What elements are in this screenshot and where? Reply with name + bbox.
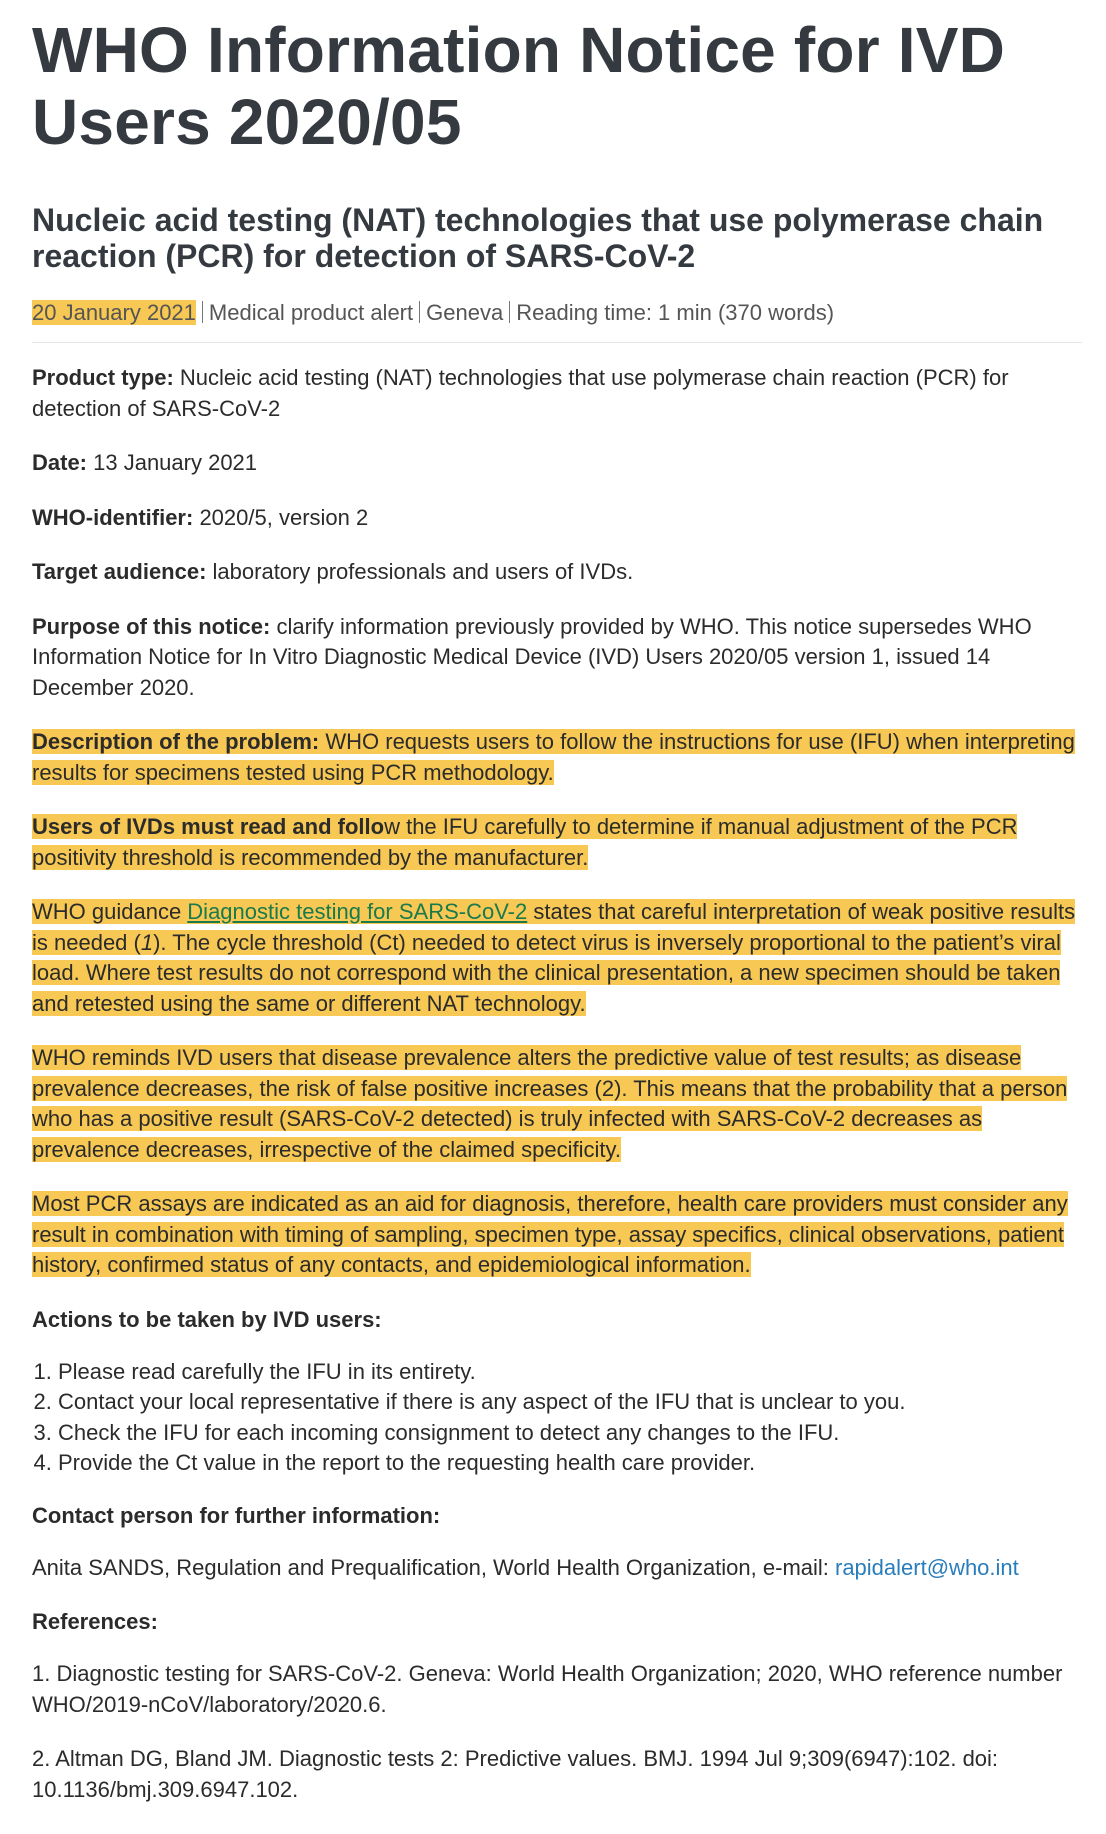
contact-paragraph (32, 1553, 1082, 1584)
users-bold: Users of IVDs must read and follo (32, 814, 385, 839)
purpose-label: Purpose of this notice: (32, 613, 271, 639)
action-item: 3. Check the IFU for each incoming consignment to detect any changes to the IFU. (58, 1418, 1082, 1449)
contact-text: Anita SANDS, Regulation and Prequalification, World Health Organization, e-mail: (32, 1554, 835, 1580)
audience-label: Target audience: (32, 559, 207, 584)
users-rest: w the IFU carefully to determine if manual adjustment of the PCR positivity threshold is recommended by the manufacturer. (32, 814, 1018, 870)
publish-date: 20 January 2021 (32, 300, 196, 325)
guidance-mid: states that careful interpretation of weak positive results is needed ( (32, 899, 1076, 955)
date-paragraph (32, 448, 1082, 479)
purpose-paragraph (32, 612, 1082, 704)
contact-heading: Contact person for further information: (32, 1502, 441, 1528)
guidance-highlight (32, 899, 1075, 1016)
problem-paragraph (32, 727, 1082, 788)
product-type-value: Nucleic acid testing (NAT) technologies that use polymerase chain reaction (PCR) for detection of SARS-CoV-2 (32, 365, 1009, 421)
actions-list (32, 1357, 1082, 1479)
guidance-reference: 1 (140, 929, 154, 955)
reference-item: 1. Diagnostic testing for SARS-CoV-2. Geneva: World Health Organization; 2020, WHO reference number WHO/2019-nCoV/laboratory/2020.6. (32, 1661, 1063, 1717)
reading-time: Reading time: 1 min (370 words) (516, 300, 835, 325)
contact-email-link[interactable]: rapidalert@who.int (835, 1554, 1019, 1580)
guidance-paragraph (32, 897, 1082, 1019)
problem-value: WHO requests users to follow the instructions for use (IFU) when interpreting results for specimens tested using PCR methodology. (32, 729, 1075, 785)
date-value: 13 January 2021 (87, 450, 258, 475)
action-item: 1. Please read carefully the IFU in its entirety. (58, 1357, 1082, 1388)
action-item: 4. Provide the Ct value in the report to the requesting health care provider. (58, 1448, 1082, 1479)
references-heading: References: (32, 1609, 158, 1634)
article-meta (32, 298, 1082, 343)
product-type-label: Product type: (32, 365, 174, 390)
audience-paragraph (32, 557, 1082, 588)
users-paragraph (32, 812, 1082, 873)
page-subtitle: Nucleic acid testing (NAT) technologies that use polymerase chain reaction (PCR) for detection of SARS-CoV-2 (32, 202, 1044, 274)
assays-text: Most PCR assays are indicated as an aid for diagnosis, therefore, health care providers must consider any result in combination with timing of sampling, specimen type, assay specifics, clinical observations, patient history, confirmed status of any contacts, and epidemiological information. (32, 1191, 1068, 1277)
guidance-pre: WHO guidance (32, 899, 188, 924)
article-category: Medical product alert (208, 300, 414, 325)
meta-separator (509, 301, 510, 323)
product-type-paragraph (32, 363, 1082, 424)
date-label: Date: (32, 450, 88, 475)
prevalence-paragraph (32, 1043, 1082, 1165)
action-item: 2. Contact your local representative if there is any aspect of the IFU that is unclear to you. (58, 1387, 1082, 1418)
problem-label: Description of the problem: (32, 729, 320, 754)
assays-paragraph (32, 1189, 1082, 1281)
article-location: Geneva (426, 300, 504, 325)
users-highlight (32, 814, 1017, 870)
page-title: WHO Information Notice for IVD Users 2020/05 (32, 14, 1006, 158)
reference-item: 2. Altman DG, Bland JM. Diagnostic tests 2: Predictive values. BMJ. 1994 Jul 9;309(6947):102. doi: 10.1136/bmj.309.6947.102. (32, 1746, 999, 1802)
audience-value: laboratory professionals and users of IVDs. (206, 559, 634, 584)
purpose-value: clarify information previously provided by WHO. This notice supersedes WHO Information Notice for In Vitro Diagnostic Medical Device (IVD) Users 2020/05 version 1, issued 14 December 2020. (32, 613, 1032, 700)
identifier-paragraph (32, 503, 1082, 534)
prevalence-text: WHO reminds IVD users that disease prevalence alters the predictive value of test results; as disease prevalence decreases, the risk of false positive increases (2). This means that the probability that a person who has a positive result (SARS-CoV-2 detected) is truly infected with SARS-CoV-2 decreases as prevalence decreases, irrespective of the claimed specificity. (32, 1045, 1068, 1162)
actions-heading: Actions to be taken by IVD users: (32, 1306, 382, 1332)
identifier-value: 2020/5, version 2 (193, 504, 369, 530)
identifier-label: WHO-identifier: (32, 504, 194, 530)
problem-highlight (32, 729, 1075, 785)
meta-separator (419, 301, 420, 323)
guidance-post: ). The cycle threshold (Ct) needed to detect virus is inversely proportional to the patient’s viral load. Where test results do not correspond with the clinical presentation, a new specimen should be taken and retested using the same or different NAT technology. (32, 929, 1061, 1016)
diagnostic-testing-link[interactable]: Diagnostic testing for SARS-CoV-2 (187, 899, 528, 924)
meta-separator (202, 301, 203, 323)
